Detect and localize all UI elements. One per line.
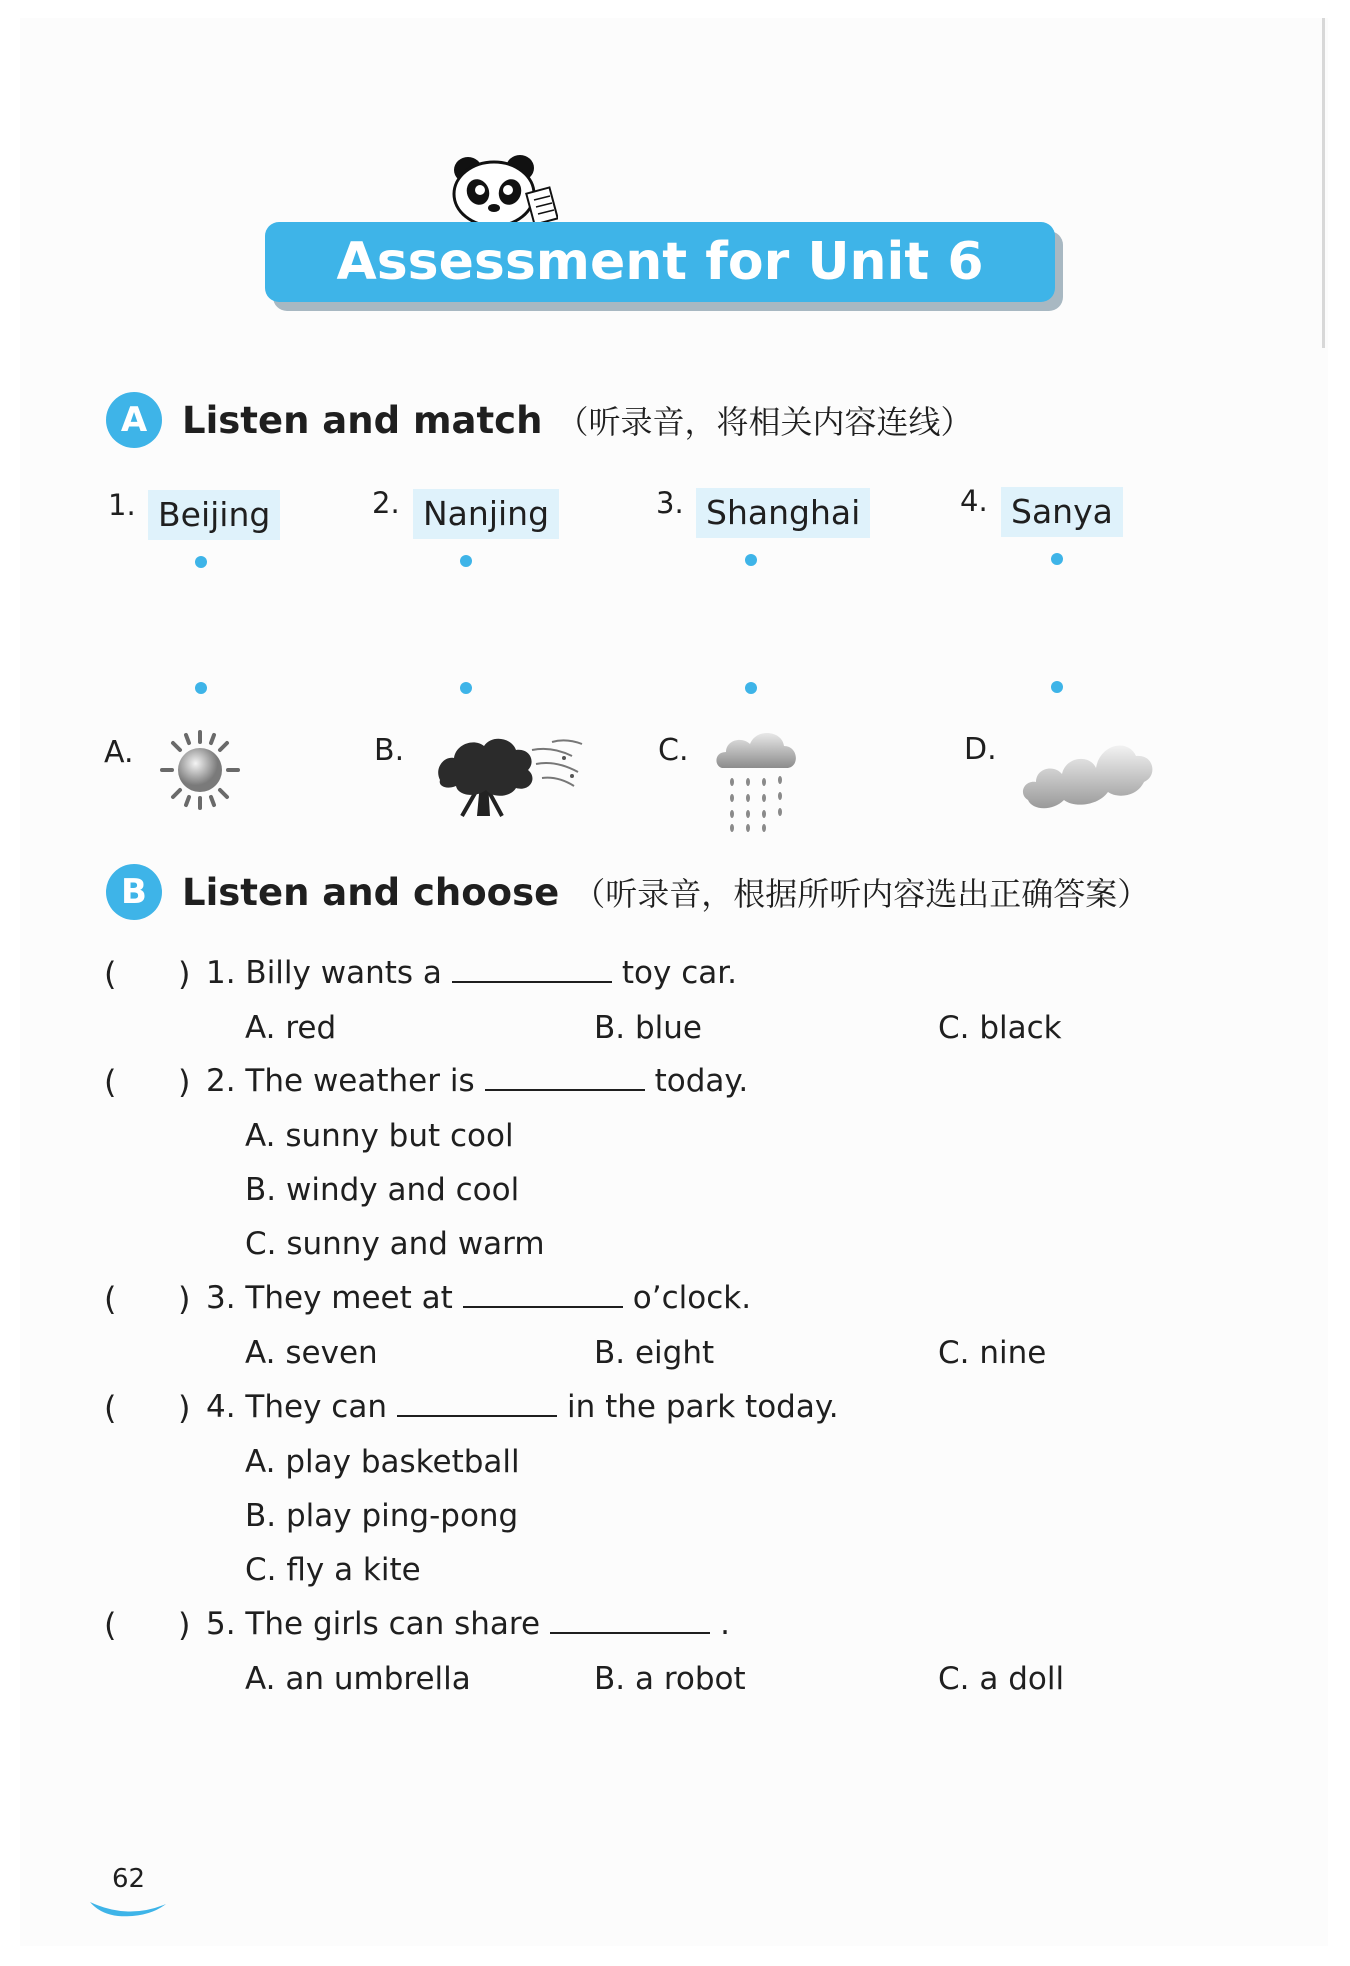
answer-paren-open[interactable]: ( — [104, 1606, 117, 1644]
option-b: B. blue — [594, 1010, 702, 1046]
option-a: A. sunny but cool — [245, 1118, 514, 1154]
picture-letter: A. — [104, 735, 134, 770]
sun-icon — [160, 730, 240, 810]
match-dot[interactable] — [745, 682, 757, 694]
picture-letter: C. — [658, 733, 689, 768]
page-title: Assessment for Unit 6 — [265, 222, 1055, 302]
picture-letter: B. — [374, 733, 405, 768]
section-a-badge: A — [106, 392, 162, 448]
option-b: B. windy and cool — [245, 1172, 520, 1208]
option-a: A. red — [245, 1010, 337, 1046]
match-dot[interactable] — [460, 682, 472, 694]
match-dot[interactable] — [195, 682, 207, 694]
answer-paren-close: ) — [178, 1280, 191, 1318]
answer-paren-open[interactable]: ( — [104, 1280, 117, 1318]
option-a: A. an umbrella — [245, 1661, 471, 1697]
answer-paren-close: ) — [178, 1063, 191, 1101]
match-dot[interactable] — [195, 556, 207, 568]
option-c: C. nine — [938, 1335, 1047, 1371]
question-3: 3. They meet at o’clock. — [206, 1280, 752, 1316]
city-label-shanghai: Shanghai — [696, 488, 870, 538]
cloud-icon — [1018, 724, 1158, 824]
answer-blank[interactable] — [397, 1389, 557, 1417]
option-c: C. a doll — [938, 1661, 1065, 1697]
section-a-instruction: （听录音，将相关内容连线） — [556, 403, 973, 441]
option-c: C. sunny and warm — [245, 1226, 545, 1262]
city-label-beijing: Beijing — [148, 490, 280, 540]
match-dot[interactable] — [745, 554, 757, 566]
answer-paren-open[interactable]: ( — [104, 1063, 117, 1101]
answer-paren-open[interactable]: ( — [104, 955, 117, 993]
match-dot[interactable] — [460, 555, 472, 567]
option-a: A. play basketball — [245, 1444, 520, 1480]
page-swoosh-icon — [88, 1898, 168, 1920]
answer-blank[interactable] — [485, 1063, 645, 1091]
section-a-title: Listen and match — [182, 398, 543, 442]
city-label-sanya: Sanya — [1001, 487, 1123, 537]
page-edge — [1322, 18, 1325, 348]
title-banner — [265, 222, 1065, 306]
section-b-header — [106, 864, 1149, 920]
match-item-number: 1. — [108, 488, 136, 522]
answer-paren-open[interactable]: ( — [104, 1389, 117, 1427]
picture-letter: D. — [964, 732, 997, 767]
answer-blank[interactable] — [463, 1280, 623, 1308]
option-c: C. fly a kite — [245, 1552, 421, 1588]
match-dot[interactable] — [1051, 681, 1063, 693]
section-b-title: Listen and choose — [182, 870, 560, 914]
answer-blank[interactable] — [550, 1606, 710, 1634]
match-item-number: 2. — [372, 486, 400, 520]
match-item-number: 4. — [960, 484, 988, 518]
rain-cloud-icon — [712, 726, 802, 836]
question-4: 4. They can in the park today. — [206, 1389, 839, 1425]
question-5: 5. The girls can share . — [206, 1606, 730, 1642]
option-c: C. black — [938, 1010, 1062, 1046]
question-2: 2. The weather is today. — [206, 1063, 749, 1099]
page-number: 62 — [112, 1864, 146, 1894]
option-b: B. eight — [594, 1335, 715, 1371]
match-item-number: 3. — [656, 486, 684, 520]
section-b-instruction: （听录音，根据所听内容选出正确答案） — [573, 875, 1150, 913]
city-label-nanjing: Nanjing — [413, 489, 559, 539]
answer-paren-close: ) — [178, 1606, 191, 1644]
answer-blank[interactable] — [452, 955, 612, 983]
option-b: B. play ping-pong — [245, 1498, 519, 1534]
match-dot[interactable] — [1051, 553, 1063, 565]
section-b-badge: B — [106, 864, 162, 920]
question-1: 1. Billy wants a toy car. — [206, 955, 738, 991]
answer-paren-close: ) — [178, 955, 191, 993]
windy-tree-icon — [432, 728, 592, 823]
section-a-header — [106, 392, 972, 448]
answer-paren-close: ) — [178, 1389, 191, 1427]
option-b: B. a robot — [594, 1661, 746, 1697]
option-a: A. seven — [245, 1335, 378, 1371]
